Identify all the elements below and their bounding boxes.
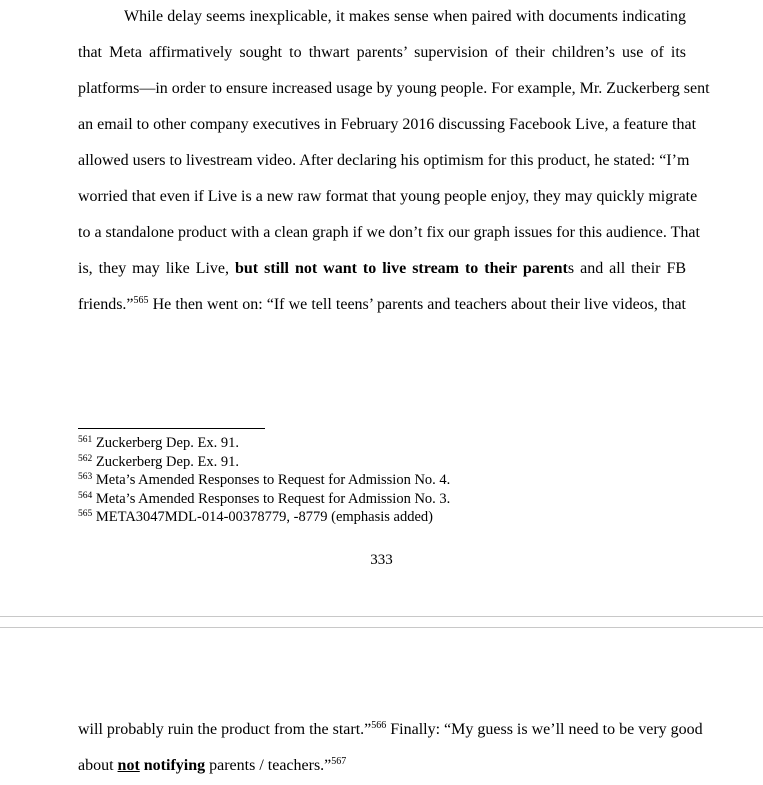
body-line-6: worried that even if Live is a new raw format that young people enjoy, they may quickly migrate: [78, 188, 698, 205]
emphasis-bold-text: but still not want to live stream to their parent: [234, 260, 568, 277]
footnote-separator: [78, 428, 265, 429]
footnote-ref-566: 566: [371, 720, 387, 731]
footnote-ref-565: 565: [133, 295, 149, 306]
body-line-10-start: will probably ruin the product from the start.”: [78, 721, 372, 738]
body-line-3: platforms—in order to ensure increased usage by young people. For example, Mr. Zuckerberg sent: [78, 80, 710, 97]
footnote-number: 563: [78, 472, 93, 482]
footnote-text: Zuckerberg Dep. Ex. 91.: [95, 453, 239, 470]
body-line-9-start: friends.”: [78, 296, 134, 313]
footnote-text: Meta’s Amended Responses to Request for Admission No. 3.: [95, 490, 451, 507]
footnote-562: [78, 453, 686, 472]
body-line-9: [78, 287, 686, 323]
emphasis-underlined-not: not: [117, 757, 140, 774]
body-line-5: allowed users to livestream video. After declaring his optimism for this product, he stated: “I’m: [78, 152, 690, 169]
body-line-1: While delay seems inexplicable, it makes sense when paired with documents indicating: [124, 8, 686, 25]
body-paragraph: [78, 0, 710, 323]
body-line-4: an email to other company executives in February 2016 discussing Facebook Live, a feature that: [78, 116, 697, 133]
footnote-563: [78, 471, 686, 490]
footnote-text: META3047MDL-014-00378779, -8779 (emphasis added): [95, 509, 433, 525]
footnote-number: 564: [78, 490, 93, 501]
body-paragraph-continued: [78, 712, 703, 784]
body-line-8-start: is, they may like Live,: [78, 260, 235, 277]
footnote-565: [78, 508, 686, 527]
document-page-334: [0, 628, 763, 785]
footnote-text: Meta’s Amended Responses to Request for Admission No. 4.: [95, 472, 451, 488]
body-line-11: [78, 748, 686, 784]
footnote-ref-567: 567: [331, 756, 347, 767]
footnote-number: 562: [78, 453, 93, 464]
body-line-11-end: parents / teachers.”: [205, 757, 332, 774]
footnote-number: 565: [78, 509, 93, 519]
body-line-10-end: Finally: “My guess is we’ll need to be very good: [386, 721, 703, 738]
body-line-8-end: s and all their FB: [567, 260, 687, 277]
body-line-11-start: about: [78, 757, 118, 774]
body-line-7: to a standalone product with a clean graph if we don’t fix our graph issues for this audience. That: [78, 224, 700, 241]
footnotes-list: [78, 434, 686, 527]
emphasis-bold-notifying: notifying: [143, 757, 206, 774]
body-line-9-end: He then went on: “If we tell teens’ parents and teachers about their live videos, that: [148, 296, 686, 313]
body-line-8: [78, 251, 686, 287]
body-line-10: [78, 712, 703, 748]
footnote-564: [78, 490, 686, 509]
page-break-separator: [0, 616, 763, 628]
footnote-561: [78, 434, 686, 453]
footnote-number: 561: [78, 435, 93, 445]
body-line-2: that Meta affirmatively sought to thwart parents’ supervision of their children’s use of its: [78, 44, 686, 61]
footnote-text: Zuckerberg Dep. Ex. 91.: [95, 435, 239, 451]
page-number: 333: [370, 552, 393, 568]
